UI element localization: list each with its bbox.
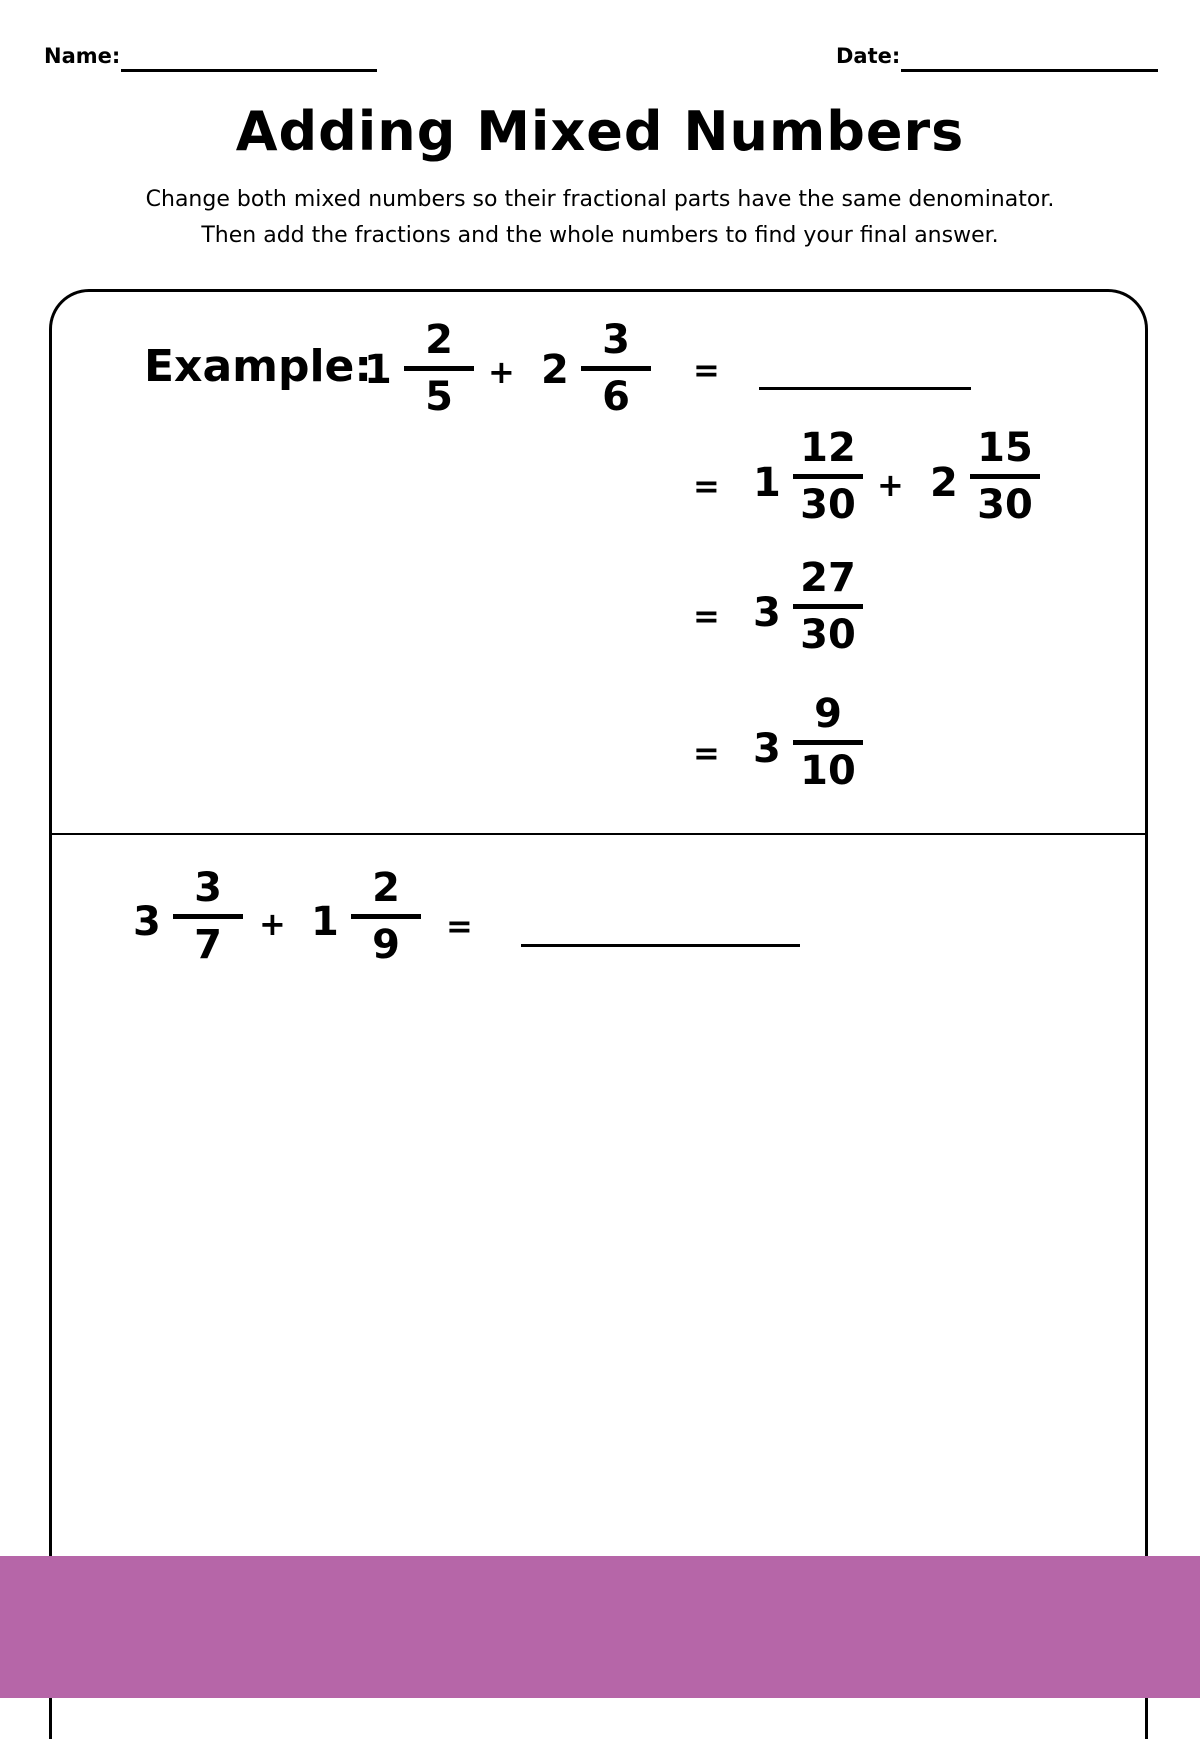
numerator: 2 xyxy=(372,865,400,911)
problem-plus: + xyxy=(259,905,286,943)
name-field[interactable] xyxy=(121,69,377,72)
numerator: 27 xyxy=(800,555,856,601)
section-divider xyxy=(49,833,1148,835)
example-equals: = xyxy=(693,351,720,389)
step1-equals: = xyxy=(693,467,720,505)
step1-term1-whole: 1 xyxy=(753,460,781,506)
denominator: 7 xyxy=(194,922,222,968)
example-label: Example: xyxy=(144,341,372,392)
step3-whole: 3 xyxy=(753,726,781,772)
problem-term2-fraction xyxy=(351,865,421,968)
page-title: Adding Mixed Numbers xyxy=(235,100,965,163)
denominator: 5 xyxy=(425,374,453,420)
name-label: Name: xyxy=(44,44,121,68)
step1-term2-fraction xyxy=(970,425,1040,528)
denominator: 9 xyxy=(372,922,400,968)
denominator: 30 xyxy=(977,482,1033,528)
example-plus: + xyxy=(488,353,515,391)
problem-term1-whole: 3 xyxy=(133,899,161,945)
date-field[interactable] xyxy=(901,69,1158,72)
numerator: 2 xyxy=(425,317,453,363)
numerator: 12 xyxy=(800,425,856,471)
instructions-line-1: Change both mixed numbers so their fractional parts have the same denominator. xyxy=(145,187,1055,212)
example-term1-fraction xyxy=(404,317,474,420)
denominator: 10 xyxy=(800,748,856,794)
footer-band xyxy=(0,1556,1200,1698)
step3-fraction xyxy=(793,691,863,794)
problem-term2-whole: 1 xyxy=(311,899,339,945)
step1-term1-fraction xyxy=(793,425,863,528)
numerator: 3 xyxy=(194,865,222,911)
denominator: 30 xyxy=(800,612,856,658)
example-answer-line[interactable] xyxy=(759,387,971,390)
date-label: Date: xyxy=(836,44,901,68)
problem-term1-fraction xyxy=(173,865,243,968)
denominator: 6 xyxy=(602,374,630,420)
denominator: 30 xyxy=(800,482,856,528)
step2-equals: = xyxy=(693,597,720,635)
problem-answer-line[interactable] xyxy=(521,944,800,947)
example-term2-fraction xyxy=(581,317,651,420)
step2-fraction xyxy=(793,555,863,658)
instructions-line-2: Then add the fractions and the whole numbers to find your final answer. xyxy=(201,223,999,248)
step1-plus: + xyxy=(877,466,904,504)
numerator: 9 xyxy=(814,691,842,737)
step1-term2-whole: 2 xyxy=(930,460,958,506)
example-term1-whole: 1 xyxy=(364,347,392,393)
step3-equals: = xyxy=(693,734,720,772)
step2-whole: 3 xyxy=(753,590,781,636)
numerator: 3 xyxy=(602,317,630,363)
numerator: 15 xyxy=(977,425,1033,471)
problem-equals: = xyxy=(446,907,473,945)
example-term2-whole: 2 xyxy=(541,347,569,393)
